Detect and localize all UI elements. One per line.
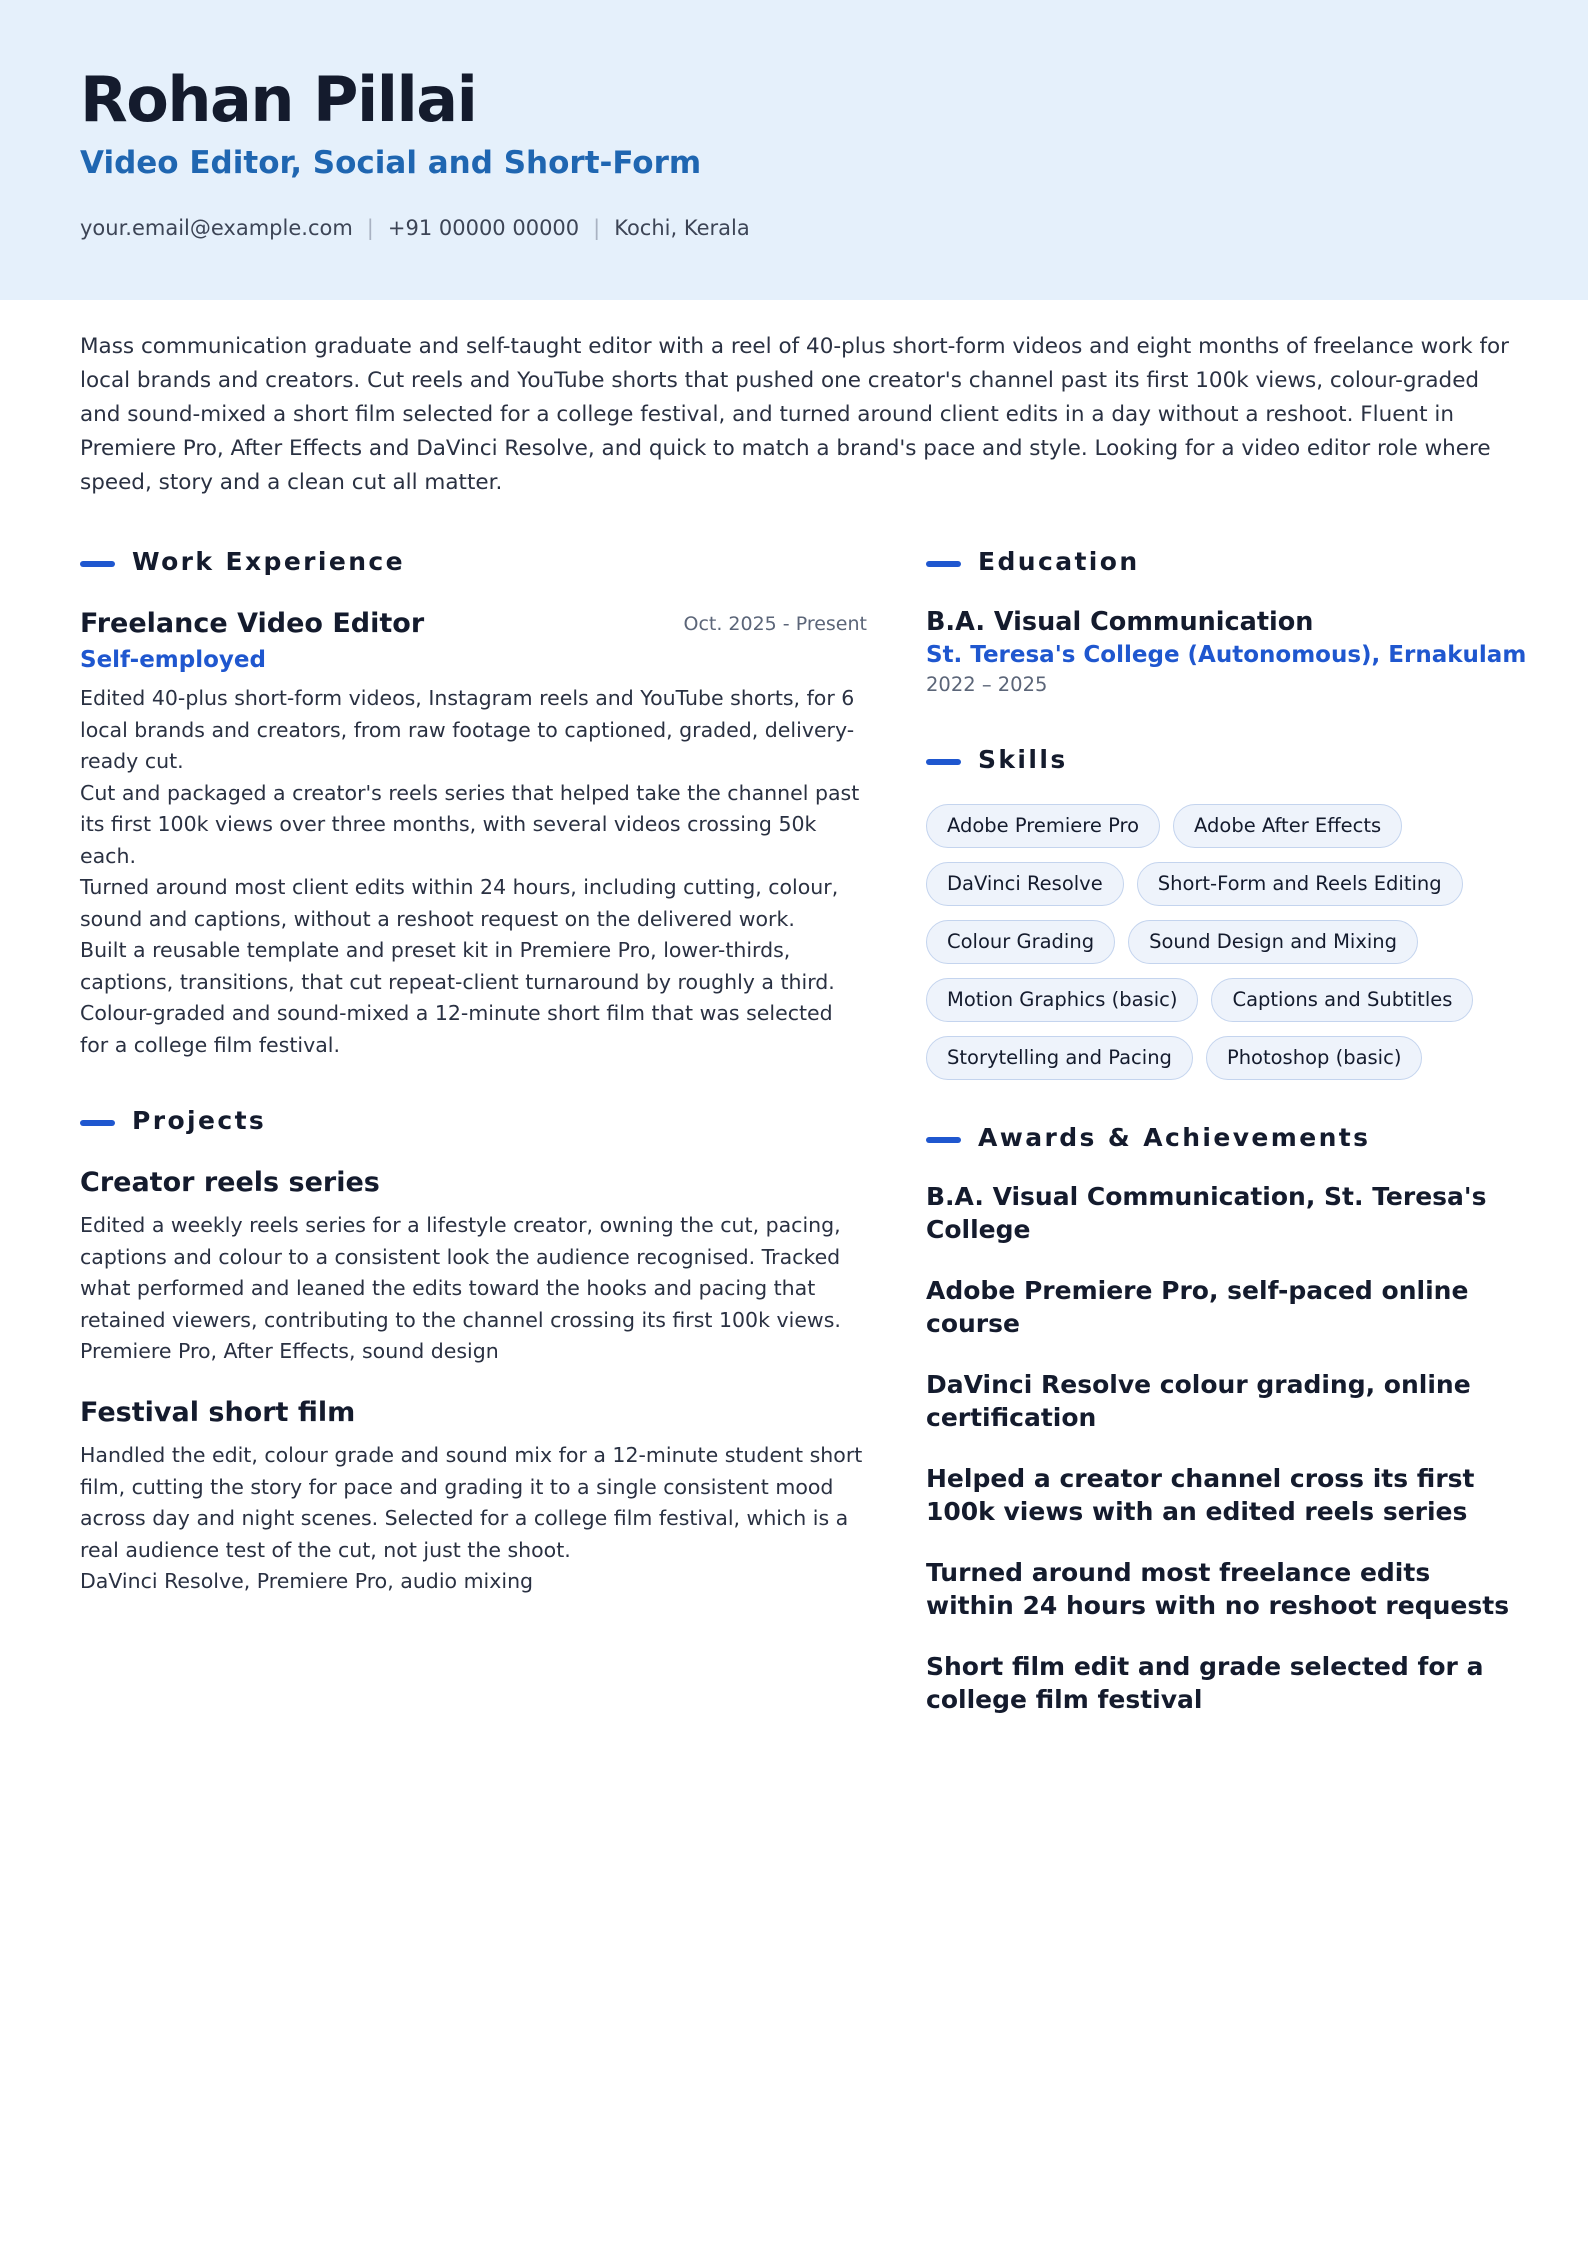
education-heading [978, 546, 1140, 578]
resume-header [0, 0, 1588, 300]
skills-list [926, 804, 1516, 1080]
skill-chip: Adobe After Effects [1173, 804, 1402, 848]
awards-heading [978, 1122, 1370, 1154]
skill-chip: Colour Grading [926, 920, 1115, 964]
award-item: B.A. Visual Communication, St. Teresa's College [926, 1182, 1487, 1244]
section-title-text: Skills [978, 745, 1068, 774]
job-bullet: Colour-graded and sound-mixed a 12-minute short film that was selected for a college film festival. [80, 1001, 833, 1057]
education-school: St. Teresa's College (Autonomous), Ernakulam [926, 642, 1527, 668]
awards-list [926, 1180, 1520, 1744]
project-summary: Edited a weekly reels series for a lifestyle creator, owning the cut, pacing, captions and colour to a consistent look the audience recognised. Tracked what performed and leaned the edits toward the hooks and pacing that retained viewers, contributing to the channel crossing its first 100k views. [80, 1213, 841, 1332]
job-title: Freelance Video Editor [80, 608, 425, 639]
projects-heading [132, 1105, 266, 1137]
skill-chip: Sound Design and Mixing [1128, 920, 1418, 964]
project-tools: DaVinci Resolve, Premiere Pro, audio mixing [80, 1569, 534, 1593]
section-accent-bar [80, 561, 115, 567]
contact-email: your.email@example.com [80, 216, 353, 240]
education-entry [926, 605, 1527, 699]
skill-chip: Short-Form and Reels Editing [1137, 862, 1463, 906]
section-accent-bar [80, 1120, 115, 1126]
profile-summary: Mass communication graduate and self-taught editor with a reel of 40-plus short-form videos and eight months of freelance work for local brands and creators. Cut reels and YouTube shorts that pushed one creator's channel past its first 100k views, colour-graded and sound-mixed a short film selected for a college festival, and turned around client edits in a day without a reshoot. Fluent in Premiere Pro, After Effects and DaVinci Resolve, and quick to match a brand's pace and style. Looking for a video editor role where speed, story and a clean cut all matter. [80, 334, 1510, 495]
candidate-name: Rohan Pillai [80, 63, 477, 136]
project-title: Creator reels series [80, 1167, 380, 1198]
project-entry [80, 1166, 867, 1368]
section-title-text: Projects [132, 1106, 267, 1135]
job-dates: Oct. 2025 - Present [683, 613, 867, 635]
project-title: Festival short film [80, 1397, 356, 1428]
project-description [80, 1440, 867, 1598]
education-degree: B.A. Visual Communication [926, 607, 1314, 637]
contact-separator: | [366, 216, 374, 240]
award-item: Turned around most freelance edits within 24 hours with no reshoot requests [926, 1558, 1510, 1620]
section-title-text: Awards & Achievements [978, 1123, 1371, 1152]
skill-chip: Captions and Subtitles [1211, 978, 1473, 1022]
project-summary: Handled the edit, colour grade and sound mix for a 12-minute student short film, cutting the story for pace and grading it to a single consistent mood across day and night scenes. Selected for a college film festival, which is a real audience test of the cut, not just the shoot. [80, 1443, 863, 1562]
education-years: 2022 – 2025 [926, 673, 1048, 696]
skills-heading [978, 744, 1068, 776]
award-item: Helped a creator channel cross its first 100k views with an edited reels series [926, 1464, 1475, 1526]
job-company: Self-employed [80, 647, 266, 673]
skill-chip: Storytelling and Pacing [926, 1036, 1193, 1080]
section-accent-bar [926, 759, 961, 765]
contact-separator: | [593, 216, 601, 240]
award-item: Adobe Premiere Pro, self-paced online course [926, 1276, 1469, 1338]
section-title-text: Work Experience [132, 547, 405, 576]
section-accent-bar [926, 561, 961, 567]
project-description [80, 1210, 867, 1368]
skill-chip: DaVinci Resolve [926, 862, 1124, 906]
skill-chip: Photoshop (basic) [1206, 1036, 1423, 1080]
section-title-text: Education [978, 547, 1140, 576]
project-tools: Premiere Pro, After Effects, sound design [80, 1339, 499, 1363]
award-item: Short film edit and grade selected for a college film festival [926, 1652, 1484, 1714]
project-entry [80, 1396, 867, 1598]
skill-chip: Adobe Premiere Pro [926, 804, 1160, 848]
candidate-role: Video Editor, Social and Short-Form [80, 145, 702, 181]
contact-line [80, 213, 750, 243]
skill-chip: Motion Graphics (basic) [926, 978, 1198, 1022]
contact-location: Kochi, Kerala [614, 216, 750, 240]
work-experience-heading [132, 546, 405, 578]
section-accent-bar [926, 1137, 961, 1143]
contact-phone: +91 00000 00000 [387, 216, 580, 240]
job-bullets [80, 683, 867, 1061]
job-bullet: Edited 40-plus short-form videos, Instagram reels and YouTube shorts, for 6 local brands and creators, from raw footage to captioned, graded, delivery-ready cut. [80, 686, 855, 773]
job-bullet: Turned around most client edits within 24 hours, including cutting, colour, sound and captions, without a reshoot request on the delivered work. [80, 875, 839, 931]
award-item: DaVinci Resolve colour grading, online certification [926, 1370, 1471, 1432]
job-bullet: Built a reusable template and preset kit in Premiere Pro, lower-thirds, captions, transitions, that cut repeat-client turnaround by roughly a third. [80, 938, 835, 994]
job-bullet: Cut and packaged a creator's reels series that helped take the channel past its first 100k views over three months, with several videos crossing 50k each. [80, 780, 860, 868]
job-entry [80, 607, 867, 1061]
